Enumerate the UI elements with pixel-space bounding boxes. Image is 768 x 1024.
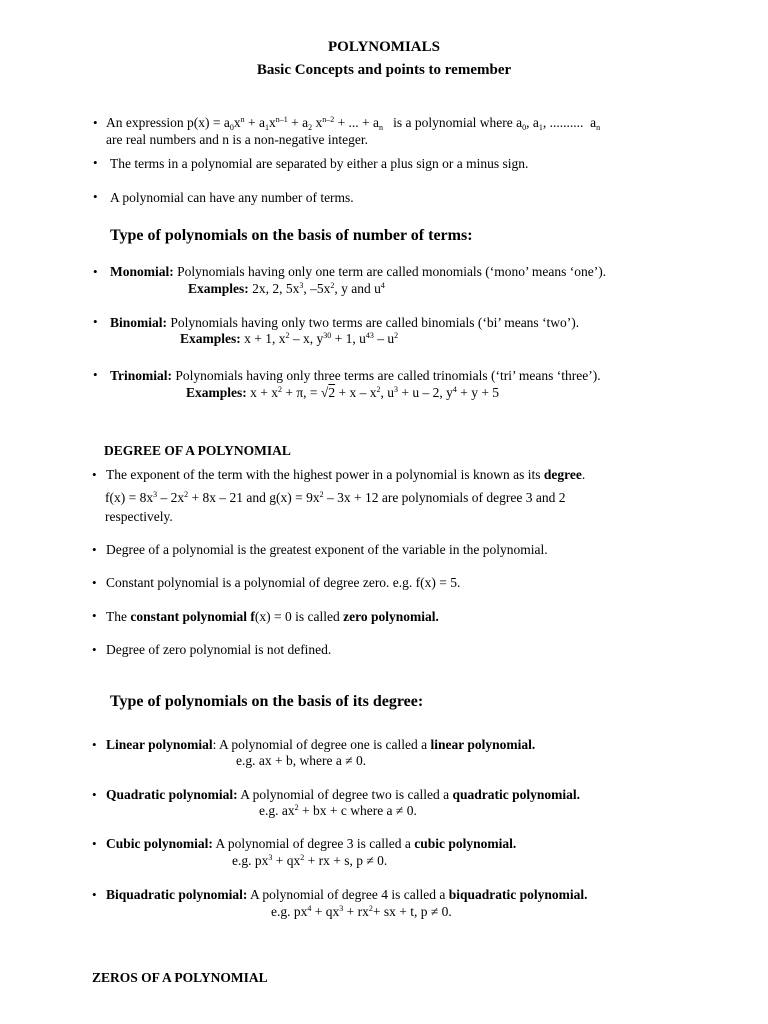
bullet-icon: • xyxy=(92,737,97,752)
page-title: POLYNOMIALS xyxy=(328,39,440,55)
zeros-heading: ZEROS OF A POLYNOMIAL xyxy=(92,970,268,985)
bullet-icon: • xyxy=(93,264,98,279)
degree-point-1: The exponent of the term with the highest power in a polynomial is known as its degree. xyxy=(106,467,586,482)
bullet-icon: • xyxy=(93,367,98,382)
bullet-icon: • xyxy=(92,887,97,902)
intro-expression: An expression $p(x) = a_0x^n + a_1x^{n-1} + a_2$ $x^{n-2}$ + ... + $a_n$ is a polynomial where $a_0$, $a_1$, .......... $a_n$ xyxy=(106,115,601,132)
degree-point-4: The constant polynomial f(x) = 0 is called zero polynomial. xyxy=(106,609,439,624)
bullet-icon: • xyxy=(93,314,98,329)
cubic-example: e.g. $px^3 + qx^2$ + rx + s, p ≠ 0. xyxy=(232,853,388,868)
bullet-icon: • xyxy=(92,467,97,482)
bullet-icon: • xyxy=(92,836,97,851)
section-heading-terms: Type of polynomials on the basis of number of terms: xyxy=(110,227,473,244)
linear-example: e.g. ax + b, where a ≠ 0. xyxy=(236,753,367,768)
bullet-icon: • xyxy=(92,608,97,623)
degree-point-3: Constant polynomial is a polynomial of degree zero. e.g. f(x) = 5. xyxy=(106,575,461,590)
cubic-definition: Cubic polynomial: A polynomial of degree 3 is called a cubic polynomial. xyxy=(106,836,517,851)
section-heading-degree: Type of polynomials on the basis of its degree: xyxy=(110,693,424,710)
biquadratic-definition: Biquadratic polynomial: A polynomial of degree 4 is called a biquadratic polynomial. xyxy=(106,887,588,902)
bullet-icon: • xyxy=(92,575,97,590)
monomial-definition: Monomial: Polynomials having only one term are called monomials (‘mono’ means ‘one’). xyxy=(110,264,607,279)
degree-point-2: Degree of a polynomial is the greatest exponent of the variable in the polynomial. xyxy=(106,542,548,557)
degree-example: $f(x) = 8x^3 - 2x^2 + 8x - 21$ and $g(x) = 9x^2 - 3x + 12$ are polynomials of degree 3 and 2 xyxy=(105,490,566,505)
bullet-icon: • xyxy=(93,189,98,204)
degree-heading: DEGREE OF A POLYNOMIAL xyxy=(104,443,291,458)
intro-point-3: A polynomial can have any number of terms. xyxy=(110,190,354,205)
quadratic-example: e.g. $ax^2$ + bx + c where a ≠ 0. xyxy=(259,803,417,818)
bullet-icon: • xyxy=(92,642,97,657)
intro-point-2: The terms in a polynomial are separated by either a plus sign or a minus sign. xyxy=(110,156,529,171)
bullet-icon: • xyxy=(93,155,98,170)
bullet-icon: • xyxy=(93,115,98,130)
biquadratic-example: e.g. $px^4 + qx^3 + rx^2+$ sx + t, p ≠ 0. xyxy=(271,904,452,919)
bullet-icon: • xyxy=(92,787,97,802)
trinomial-examples: Examples: $x + x^2 + \pi$, = $√2 + x - x^2$, $u^3 + u - 2$, $y^4 + y + 5$ xyxy=(186,385,500,400)
degree-example-line2: respectively. xyxy=(105,509,173,524)
quadratic-definition: Quadratic polynomial: A polynomial of degree two is called a quadratic polynomial. xyxy=(106,787,581,802)
linear-definition: Linear polynomial: A polynomial of degree one is called a linear polynomial. xyxy=(106,737,536,752)
trinomial-definition: Trinomial: Polynomials having only three terms are called trinomials (‘tri’ means ‘three’). xyxy=(110,368,601,383)
binomial-examples: Examples: x + 1, $x^2$ – x, $y^{30} + 1$, $u^{43} - u^2$ xyxy=(180,331,399,346)
monomial-examples: Examples: 2x, 2, $5x^3$, $-5x^2$, y and $u^4$ xyxy=(188,281,385,296)
degree-point-5: Degree of zero polynomial is not defined. xyxy=(106,642,332,657)
bullet-icon: • xyxy=(92,542,97,557)
binomial-definition: Binomial: Polynomials having only two terms are called binomials (‘bi’ means ‘two’). xyxy=(110,315,580,330)
page-subtitle: Basic Concepts and points to remember xyxy=(256,62,512,78)
intro-expression-line2: are real numbers and n is a non-negative integer. xyxy=(106,132,369,147)
